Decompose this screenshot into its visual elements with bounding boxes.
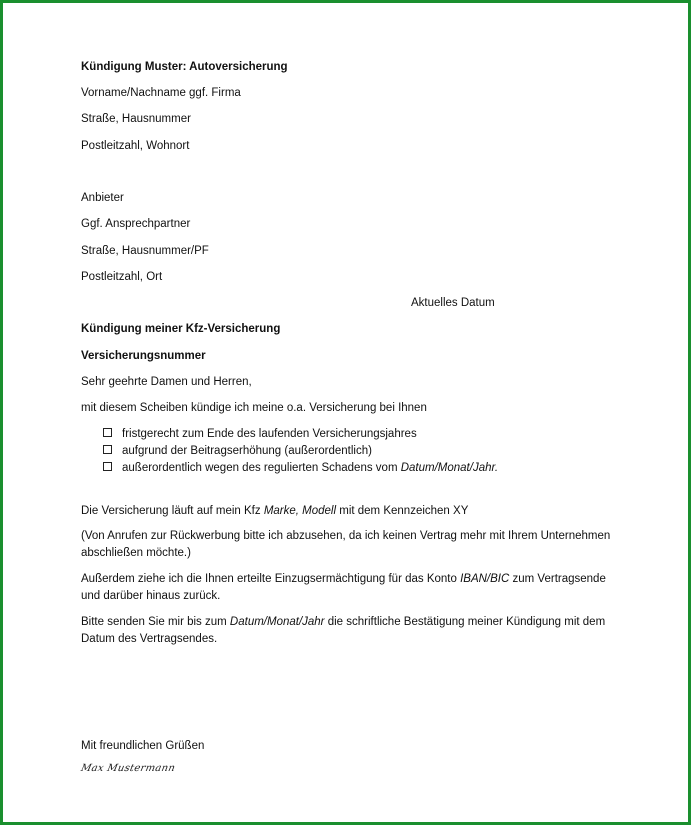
debit-text: Außerdem ziehe ich die Ihnen erteilte Einzugsermächtigung für das Konto: [81, 573, 461, 585]
confirm-date-placeholder: Datum/Monat/Jahr: [229, 616, 325, 628]
closing: Mit freundlichen Grüßen: [81, 740, 205, 752]
recipient-contact: Ggf. Ansprechpartner: [81, 218, 191, 230]
sender-name: Vorname/Nachname ggf. Firma: [81, 87, 241, 99]
letter-date: Aktuelles Datum: [411, 297, 495, 309]
signature: Max Mustermann: [79, 763, 177, 774]
subject-line: Kündigung meiner Kfz-Versicherung: [81, 323, 281, 335]
vehicle-plate-text: mit dem Kennzeichen XY: [336, 505, 469, 517]
vehicle-model-placeholder: Marke, Modell: [263, 505, 337, 517]
checkbox-icon: [103, 445, 112, 454]
vehicle-paragraph: [81, 504, 468, 518]
sender-street: Straße, Hausnummer: [81, 113, 191, 125]
option-beitragserhoehung: [103, 444, 372, 458]
option-schaden: [103, 461, 498, 475]
option-label: aufgrund der Beitragserhöhung (außerordentlich): [122, 445, 372, 457]
iban-placeholder: IBAN/BIC: [460, 573, 510, 585]
option-label: außerordentlich wegen des regulierten Schadens vom: [122, 462, 401, 474]
checkbox-icon: [103, 428, 112, 437]
salutation: Sehr geehrte Damen und Herren,: [81, 376, 252, 388]
recipient-street: Straße, Hausnummer/PF: [81, 245, 209, 257]
option-fristgerecht: [103, 427, 417, 441]
confirm-text-end: die schriftliche Bestätigung meiner Kündigung mit dem Datum des Vertragsendes.: [81, 616, 606, 645]
policy-number-label: Versicherungsnummer: [81, 350, 206, 362]
debit-text-end: zum Vertragsende und darüber hinaus zurück.: [81, 573, 606, 602]
confirm-paragraph: [81, 614, 621, 648]
intro-text: mit diesem Scheiben kündige ich meine o.a. Versicherung bei Ihnen: [81, 402, 427, 414]
vehicle-text: Die Versicherung läuft auf mein Kfz: [81, 505, 264, 517]
recipient-provider: Anbieter: [81, 192, 124, 204]
sender-city: Postleitzahl, Wohnort: [81, 140, 190, 152]
recipient-city: Postleitzahl, Ort: [81, 271, 163, 283]
no-calls-paragraph: (Von Anrufen zur Rückwerbung bitte ich abzusehen, da ich keinen Vertrag mehr mit Ihrem Unternehmen abschließen möchte.): [81, 530, 611, 559]
checkbox-icon: [103, 462, 112, 471]
debit-paragraph: [81, 571, 621, 605]
document-title: Kündigung Muster: Autoversicherung: [81, 61, 288, 73]
option-label: fristgerecht zum Ende des laufenden Versicherungsjahres: [122, 428, 417, 440]
option-date-placeholder: Datum/Monat/Jahr.: [400, 462, 499, 474]
confirm-text: Bitte senden Sie mir bis zum: [81, 616, 230, 628]
